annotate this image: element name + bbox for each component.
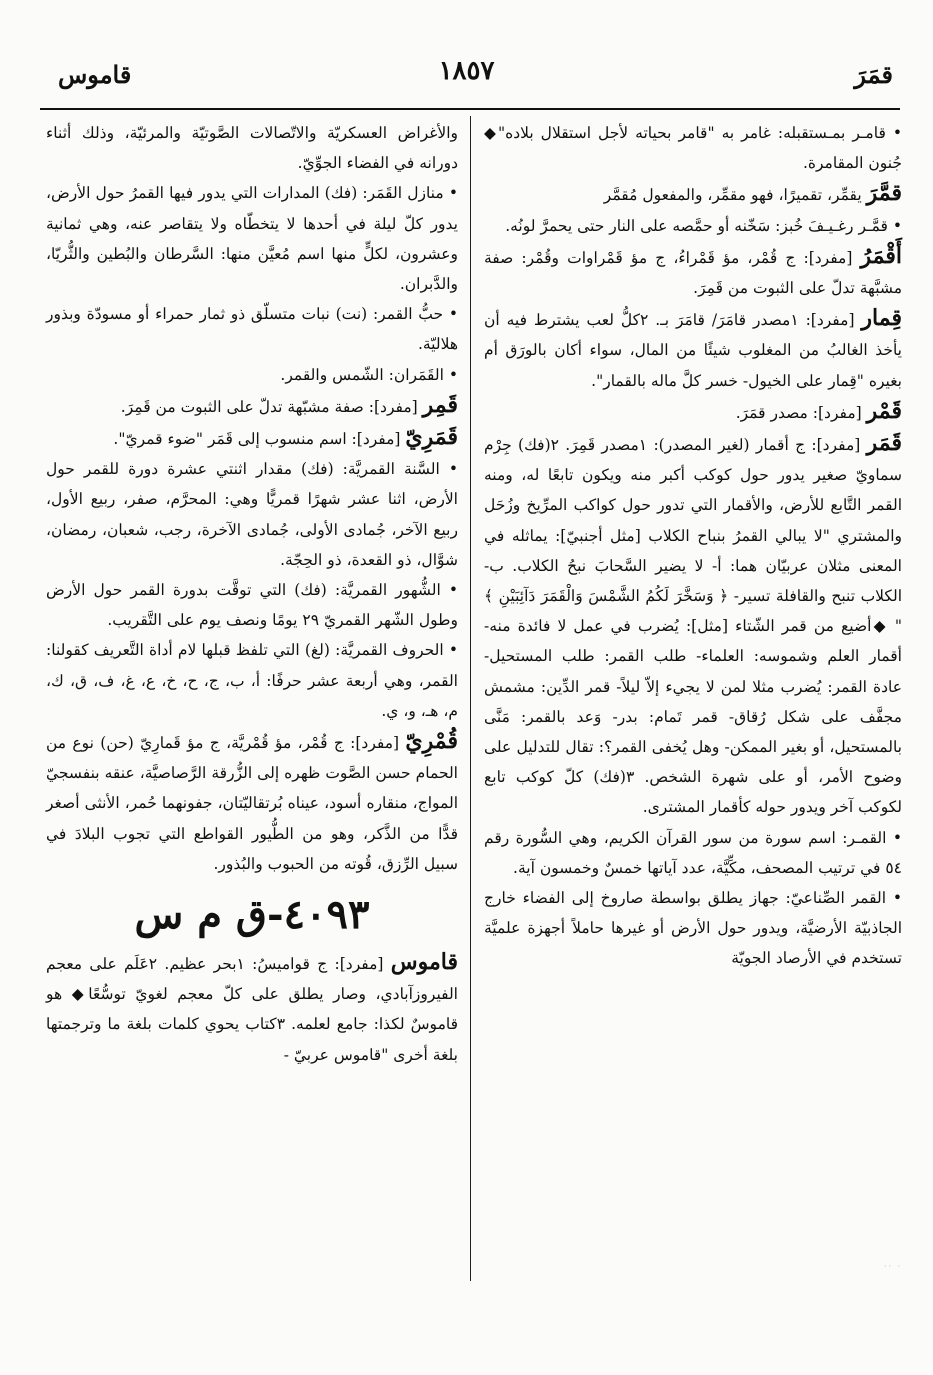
dictionary-entry (484, 178, 902, 210)
entry-paragraph (46, 575, 458, 635)
dictionary-entry (484, 396, 902, 428)
headword: قُمْرِيّ (405, 728, 458, 755)
headword: قَمَر (866, 430, 902, 457)
header-rule (40, 108, 900, 110)
entry-text: [مفرد]: ١مصدر قامَرَ/ قامَرَ بـ. ٢كلُّ لعب يشترط فيه أن يأخذ الغالبُ من المغلوب شيئًا من المال، سواء أكان بالورَق أم بغيره "قِمار على الخيول- خسر كلَّ ماله بالقمار". (484, 311, 902, 390)
root-heading: ٤٠٩٣-ق م س (134, 891, 370, 939)
headword: قَمَرِيّ (405, 424, 458, 451)
scan-speck: ·· · (884, 1262, 903, 1271)
left-column (46, 118, 458, 1070)
entry-text: • منازل القَمَر: (فك) المدارات التي يدور فيها القمرُ حول الأرض، يدور كلّ ليلة في أحدها لا يتخطّاه ولا يتقاصر عنه، وهي ثمانية وعشرون، لكلٍّ منها اسم مُعيَّن منها: السَّرطان والبُطين والثُّريّا، والدَّبران. (46, 184, 458, 294)
entry-paragraph (46, 178, 458, 299)
headword: قَمِر (422, 391, 458, 418)
entry-text: [مفرد]: ج قواميسُ: ١بحر عظيم. ٢عَلَم على معجم الفيروزآبادي، وصار يطلق على كلّ معجم لغويّ توسُّعًا◆ هو قاموسٌ لكذا: جامع لعلمه. ٣كتاب يحوي كلمات بلغة ما وترجمتها بلغة أخرى "قاموس عربيّ - (46, 955, 459, 1064)
right-column (484, 118, 902, 974)
entry-text: • الشُّهور القمريَّة: (فك) التي توقَّت بدورة القمر حول الأرض وطول الشّهر القمريّ ٢٩ يومًا ونصف يوم على التَّقريب. (46, 581, 458, 630)
entry-text: [مفرد]: صفة مشبّهة تدلّ على الثبوت من قَمِرَ. (120, 397, 423, 416)
headword: أَقْمَرُ (860, 242, 902, 269)
entry-paragraph (46, 299, 458, 359)
entry-text: • القَمَران: الشّمس والقمر. (280, 365, 458, 384)
entry-text: • القمر الصِّناعيّ: جهاز يطلق بواسطة صاروخ إلى الفضاء خارج الجاذبيّة الأرضيَّة، ويدور حول الأرض أو غيرها حاملاً أجهزة علميَّة تستخدم في الأرصاد الجويّة (484, 889, 902, 968)
headword: قِمار (861, 305, 902, 332)
entry-text: • الحروف القمريَّة: (لغ) التي تلفظ قبلها لام أداة التَّعريف كقولنا: القمر، وهي أربعة عشر حرفًا: أ، ب، ج، ح، خ، ع، غ، ف، ق، ك، م، هـ، و، ي. (46, 641, 458, 720)
running-head-left: قاموس (58, 60, 132, 89)
entry-paragraph (484, 823, 902, 883)
entry-text: [مفرد]: مصدر قمَرَ. (735, 403, 867, 422)
entry-text: [مفرد]: ج قُمْر، مؤ قُمْريَّة، ج مؤ قَمارِيّ (حن) نوع من الحمام حسن الصَّوت ظهره إلى الزُّرقة الرَّصاصيَّة، عنقه بنفسجيّ المواج، منقاره أسود، عيناه بُرتقاليّتان، جفونهما حُمر، الأنثى أصغر قدًّا من الذَّكر، وهو من الطُّيور القواطع التي تجوب البلادَ في سبيل الرِّزق، قُوته من الحبوب والبُذور. (46, 734, 458, 873)
entry-paragraph (484, 118, 902, 178)
entry-text: • قمَّـر رغـيـفَ خُبز: سَخّنه أو حمَّصه على النار حتى يحمرَّ لونُه. (505, 216, 902, 235)
entry-text: • السَّنة القمريَّة: (فك) مقدار اثنتي عشرة دورة للقمر حول الأرض، اثنا عشر شهرًا قمريًّا وهي: المحرَّم، صفر، ربيع الأول، ربيع الآخر، جُمادى الأولى، جُمادى الآخرة، رجب، شعبان، رمضان، شوَّال، ذو القعدة، ذو الحِجّة. (46, 460, 458, 569)
entry-text: • حبُّ القمر: (نت) نبات متسلّق ذو ثمار حمراء أو مسودّة وبذور هلاليّة. (46, 305, 458, 354)
page-number: ١٨٥٧ (438, 56, 495, 86)
entry-text: • قامـر بمـستقبله: غامر به "قامر بحياته لأجل استقلال بلاده"◆ جُنون المقامرة. (484, 124, 902, 173)
entry-text: • القمـر: اسم سورة من سور القرآن الكريم، وهي السُّورة رقم ٥٤ في ترتيب المصحف، مكِّيَّة، عدد آياتها خمسٌ وخمسون آية. (484, 828, 902, 877)
dictionary-entry (484, 303, 902, 396)
dictionary-entry (46, 390, 458, 422)
entry-paragraph (484, 211, 902, 241)
entry-text: [مفرد]: ج قُمْر، مؤ قَمْراءُ، ج مؤ قَمْراوات وقُمْر: صفة مشبَّهة تدلّ على الثبوت من قَمِرَ. (484, 248, 902, 298)
entry-paragraph (46, 118, 458, 178)
dictionary-entry (484, 241, 902, 303)
entry-text: [مفرد]: ج أقمار (لغير المصدر): ١مصدر قَمِرَ. ٢(فك) جِرْم سماويّ صغير يدور حول كوكب أكبر منه ويكون تابعًا له، ومنه القمر التَّابع للأرض، والأقمار التي تدور حول كواكب المرِّيخ وزُحَل والمشتري "لا يبالي القمرُ بنباح الكلاب [مثل أجنبيّ]: يماثله في المعنى مثلان عربيّان هما: أ- لا يضير السَّحابَ نبحُ الكلاب. ب- الكلاب تنبح والقافلة تسير- ﴿ وَسَخَّرَ لَكُمُ الشَّمْسَ وَالْقَمَرَ دَآئِبَيْنِ ﴾ " ◆أضيع من قمر الشّتاء [مثل]: يُضرب في عمل لا فائدة منه- أقمار العلم وشموسه: العلماء- طلب القمر: طلب المستحيل- عادة القمر: يُضرب مثلا لمن لا يجيء إلاّ ليلاً- قمر الدِّين: مشمش مجفَّف على شكل رُقاق- قمر تَمام: بدر- وَعد بالقمر: مَنَّى بالمستحيل، أو بغير الممكن- وهل يُخفى القمر؟: تقال للتدليل على وضوح الأمر، أو على شهرة الشخص. ٣(فك) كلّ كوكب تابع لكوكب آخر ويدور حوله كأقمار المشترى. (484, 436, 902, 817)
entry-paragraph (46, 454, 458, 575)
column-divider (470, 116, 471, 1281)
entry-text: والأغراض العسكريّة والاتّصالات الصَّوتيّة والمرئيّة، وذلك أثناء دورانه في الفضاء الجوِّيّ. (46, 124, 458, 173)
headword: قَمْر (866, 397, 902, 424)
entry-paragraph (484, 883, 902, 974)
headword: قاموس (390, 949, 459, 976)
running-head-right: قمَرَ (854, 60, 893, 89)
dictionary-entry (46, 947, 458, 1070)
entry-text: [مفرد]: اسم منسوب إلى قَمَر "ضوء قمريّ". (113, 430, 406, 449)
headword: قمَّرَ (866, 180, 902, 207)
entry-paragraph (46, 635, 458, 726)
dictionary-entry (484, 428, 902, 823)
entry-paragraph (46, 360, 458, 390)
dictionary-entry (46, 422, 458, 454)
entry-text: يقمِّر، تقميرًا، فهو مقمِّر، والمفعول مُقمَّر (603, 186, 867, 205)
dictionary-entry (46, 726, 458, 879)
